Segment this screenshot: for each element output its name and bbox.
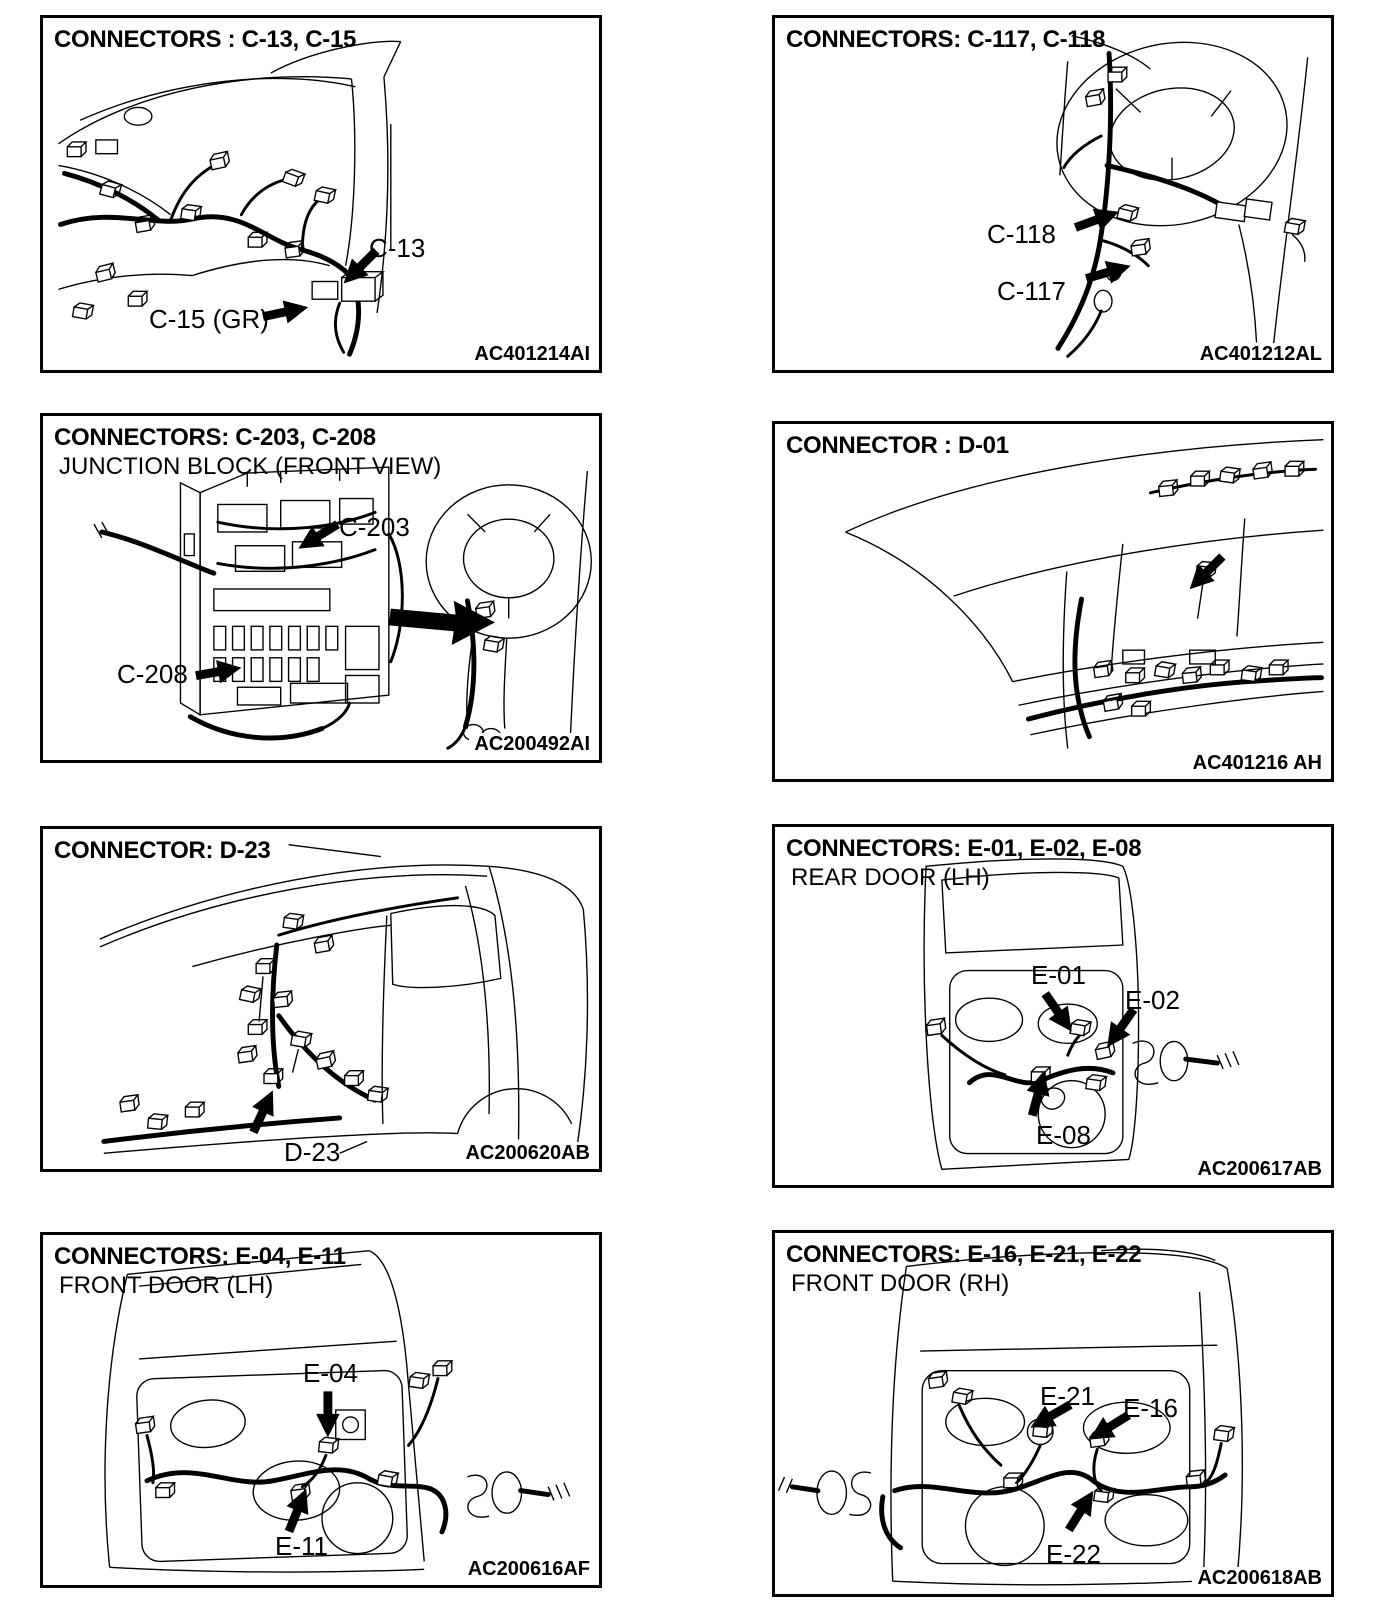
callout-e01: E-01 [1031, 960, 1086, 990]
callout-d23: D-23 [284, 1137, 341, 1167]
panel-connector-d23 [40, 826, 602, 1172]
callout-c118: C-118 [987, 219, 1056, 249]
steering-column-harness-drawing [775, 18, 1331, 370]
figure-code: AC200616AF [463, 1558, 590, 1581]
callout-e22: E-22 [1046, 1539, 1101, 1569]
figure-code: AC401216 AH [1188, 752, 1322, 775]
callout-c203: C-203 [339, 512, 410, 542]
panel-connectors-e01-e02-e08 [772, 824, 1334, 1188]
figure-code: AC200620AB [460, 1142, 590, 1165]
panel-connectors-c117-c118 [772, 15, 1334, 373]
figure-code: AC401212AL [1195, 343, 1322, 366]
callout-e16: E-16 [1123, 1393, 1178, 1423]
figure-code: AC200492AI [469, 733, 590, 756]
panel-title: CONNECTOR: D-23 [54, 837, 271, 864]
callout-e21: E-21 [1040, 1381, 1095, 1411]
callout-c117: C-117 [997, 276, 1066, 306]
panel-subtitle: FRONT DOOR (RH) [791, 1270, 1010, 1297]
panel-connectors-c203-c208 [40, 413, 602, 763]
callout-e02: E-02 [1125, 985, 1180, 1015]
figure-code: AC200618AB [1192, 1567, 1322, 1590]
panel-subtitle: JUNCTION BLOCK (FRONT VIEW) [59, 453, 442, 480]
callout-c208: C-208 [117, 659, 188, 689]
panel-connectors-c13-c15 [40, 15, 602, 373]
callout-c13: C-13 [369, 233, 426, 263]
callout-e11: E-11 [275, 1531, 328, 1561]
panel-title: CONNECTORS: E-16, E-21, E-22 [786, 1241, 1142, 1268]
panel-title: CONNECTORS: C-117, C-118 [786, 26, 1106, 53]
panel-title: CONNECTORS: C-203, C-208 [54, 424, 376, 451]
panel-title: CONNECTORS: E-04, E-11 [54, 1243, 346, 1270]
callout-arrow-icon [243, 1085, 284, 1137]
callout-e08: E-08 [1036, 1120, 1091, 1150]
panel-connectors-e04-e11 [40, 1232, 602, 1588]
callout-arrow-icon [1071, 201, 1122, 239]
callout-arrow-icon [194, 656, 244, 687]
panel-title: CONNECTORS : C-13, C-15 [54, 26, 357, 53]
junction-block-drawing [43, 416, 599, 760]
panel-title: CONNECTOR : D-01 [786, 432, 1009, 459]
body-side-sill-drawing [775, 424, 1331, 779]
panel-subtitle: FRONT DOOR (LH) [59, 1272, 274, 1299]
callout-arrow-icon [1181, 548, 1230, 597]
callout-arrow-icon [292, 514, 344, 558]
callout-c15-gr: C-15 (GR) [149, 304, 269, 334]
figure-code: AC200617AB [1192, 1158, 1322, 1181]
callout-e04: E-04 [303, 1358, 358, 1388]
panel-subtitle: REAR DOOR (LH) [791, 864, 990, 891]
panel-connector-d01 [772, 421, 1334, 782]
instrument-panel-harness-drawing [43, 18, 599, 370]
panel-connectors-e16-e21-e22 [772, 1230, 1334, 1597]
rear-quarter-harness-drawing [43, 829, 599, 1169]
panel-title: CONNECTORS: E-01, E-02, E-08 [786, 835, 1142, 862]
figure-code: AC401214AI [469, 343, 590, 366]
